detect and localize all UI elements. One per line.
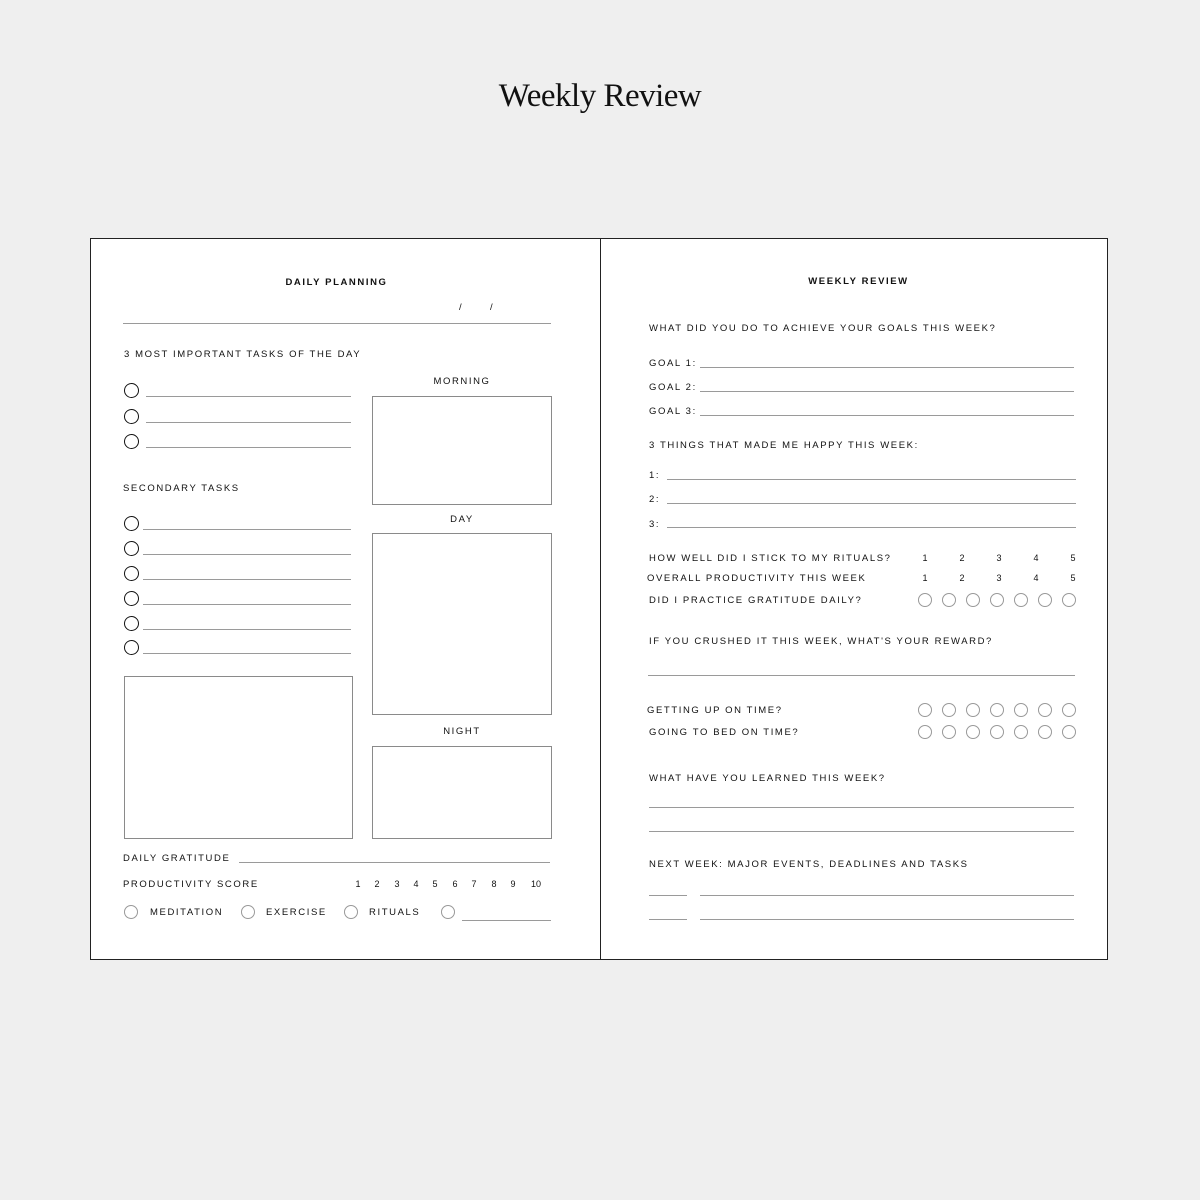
getting-up-day-3-checkbox[interactable] [966, 703, 980, 717]
rituals-rating-1[interactable]: 1 [922, 553, 928, 563]
next-week-label: NEXT WEEK: MAJOR EVENTS, DEADLINES AND TASKS [649, 859, 969, 870]
going-to-bed-day-6-checkbox[interactable] [1038, 725, 1052, 739]
secondary-task-line-6[interactable] [143, 653, 351, 654]
morning-label: MORNING [433, 376, 491, 387]
planner-spread [90, 238, 1108, 960]
daily-gratitude-line[interactable] [239, 862, 550, 863]
going-to-bed-label: GOING TO BED ON TIME? [649, 727, 800, 738]
happy-question: 3 THINGS THAT MADE ME HAPPY THIS WEEK: [649, 440, 919, 451]
going-to-bed-day-1-checkbox[interactable] [918, 725, 932, 739]
goal-1-line[interactable] [700, 367, 1074, 368]
important-task-line-3[interactable] [146, 447, 351, 448]
productivity-question: OVERALL PRODUCTIVITY THIS WEEK [647, 573, 867, 584]
goal-3-line[interactable] [700, 415, 1074, 416]
gratitude-day-5-checkbox[interactable] [1014, 593, 1028, 607]
productivity-score-6[interactable]: 6 [452, 879, 458, 889]
productivity-score-5[interactable]: 5 [432, 879, 438, 889]
gratitude-day-3-checkbox[interactable] [966, 593, 980, 607]
productivity-score-1[interactable]: 1 [355, 879, 361, 889]
going-to-bed-day-2-checkbox[interactable] [942, 725, 956, 739]
happy-item-2-line[interactable] [667, 503, 1076, 504]
goal-2-label: GOAL 2: [649, 382, 697, 393]
secondary-task-line-1[interactable] [143, 529, 351, 530]
happy-item-2-label: 2: [649, 494, 661, 505]
productivity-score-3[interactable]: 3 [394, 879, 400, 889]
productivity-rating-3[interactable]: 3 [996, 573, 1002, 583]
habit-checkbox-rituals[interactable] [344, 905, 358, 919]
gratitude-question: DID I PRACTICE GRATITUDE DAILY? [649, 595, 863, 606]
important-task-line-1[interactable] [146, 396, 351, 397]
learned-question: WHAT HAVE YOU LEARNED THIS WEEK? [649, 773, 886, 784]
rituals-rating-2[interactable]: 2 [959, 553, 965, 563]
date-separator-1: / [459, 302, 462, 313]
important-task-checkbox-2[interactable] [124, 409, 139, 424]
happy-item-3-line[interactable] [667, 527, 1076, 528]
day-label: DAY [450, 514, 474, 525]
page-title: Weekly Review [498, 78, 702, 114]
habit-label-meditation: MEDITATION [150, 907, 224, 918]
morning-box[interactable] [372, 396, 552, 505]
happy-item-1-label: 1: [649, 470, 661, 481]
productivity-score-10[interactable]: 10 [530, 879, 541, 889]
daily-planning-page [91, 239, 600, 959]
goal-2-line[interactable] [700, 391, 1074, 392]
next-week-date-line-1[interactable] [649, 895, 687, 896]
next-week-task-line-1[interactable] [700, 895, 1074, 896]
going-to-bed-day-5-checkbox[interactable] [1014, 725, 1028, 739]
gratitude-day-2-checkbox[interactable] [942, 593, 956, 607]
daily-gratitude-label: DAILY GRATITUDE [123, 853, 231, 864]
next-week-task-line-2[interactable] [700, 919, 1074, 920]
happy-item-3-label: 3: [649, 519, 661, 530]
productivity-rating-2[interactable]: 2 [959, 573, 965, 583]
important-tasks-label: 3 MOST IMPORTANT TASKS OF THE DAY [124, 349, 362, 360]
daily-planning-title: DAILY PLANNING [285, 277, 388, 288]
gratitude-day-7-checkbox[interactable] [1062, 593, 1076, 607]
productivity-score-7[interactable]: 7 [471, 879, 477, 889]
secondary-task-line-4[interactable] [143, 604, 351, 605]
important-task-checkbox-1[interactable] [124, 383, 139, 398]
productivity-rating-5[interactable]: 5 [1070, 573, 1076, 583]
secondary-task-checkbox-1[interactable] [124, 516, 139, 531]
productivity-score-2[interactable]: 2 [374, 879, 380, 889]
goals-question: WHAT DID YOU DO TO ACHIEVE YOUR GOALS THIS WEEK? [649, 323, 997, 334]
getting-up-day-1-checkbox[interactable] [918, 703, 932, 717]
gratitude-day-6-checkbox[interactable] [1038, 593, 1052, 607]
going-to-bed-day-4-checkbox[interactable] [990, 725, 1004, 739]
notes-box[interactable] [124, 676, 353, 839]
getting-up-day-7-checkbox[interactable] [1062, 703, 1076, 717]
secondary-task-checkbox-3[interactable] [124, 566, 139, 581]
getting-up-label: GETTING UP ON TIME? [647, 705, 783, 716]
goal-1-label: GOAL 1: [649, 358, 697, 369]
productivity-rating-1[interactable]: 1 [922, 573, 928, 583]
going-to-bed-day-3-checkbox[interactable] [966, 725, 980, 739]
gratitude-day-1-checkbox[interactable] [918, 593, 932, 607]
habit-label-rituals: RITUALS [369, 907, 421, 918]
habit-label-exercise: EXERCISE [266, 907, 327, 918]
habit-checkbox-meditation[interactable] [124, 905, 138, 919]
next-week-date-line-2[interactable] [649, 919, 687, 920]
secondary-task-checkbox-6[interactable] [124, 640, 139, 655]
productivity-score-label: PRODUCTIVITY SCORE [123, 879, 259, 890]
habit-checkbox-custom[interactable] [441, 905, 455, 919]
going-to-bed-day-7-checkbox[interactable] [1062, 725, 1076, 739]
habit-custom-line[interactable] [462, 920, 551, 921]
secondary-tasks-label: SECONDARY TASKS [123, 483, 240, 494]
date-separator-2: / [490, 302, 493, 313]
weekly-review-page [601, 239, 1108, 959]
rituals-rating-5[interactable]: 5 [1070, 553, 1076, 563]
secondary-task-checkbox-2[interactable] [124, 541, 139, 556]
important-task-line-2[interactable] [146, 422, 351, 423]
date-line[interactable] [123, 323, 551, 324]
gratitude-day-4-checkbox[interactable] [990, 593, 1004, 607]
important-task-checkbox-3[interactable] [124, 434, 139, 449]
reward-line[interactable] [648, 675, 1075, 676]
secondary-task-line-5[interactable] [143, 629, 351, 630]
learned-line-2[interactable] [649, 831, 1074, 832]
secondary-task-line-2[interactable] [143, 554, 351, 555]
getting-up-day-6-checkbox[interactable] [1038, 703, 1052, 717]
rituals-question: HOW WELL DID I STICK TO MY RITUALS? [649, 553, 892, 564]
getting-up-day-2-checkbox[interactable] [942, 703, 956, 717]
getting-up-day-5-checkbox[interactable] [1014, 703, 1028, 717]
goal-3-label: GOAL 3: [649, 406, 697, 417]
night-box[interactable] [372, 746, 552, 839]
rituals-rating-4[interactable]: 4 [1033, 553, 1039, 563]
reward-question: IF YOU CRUSHED IT THIS WEEK, WHAT'S YOUR REWARD? [649, 636, 993, 647]
learned-line-1[interactable] [649, 807, 1074, 808]
secondary-task-line-3[interactable] [143, 579, 351, 580]
habit-checkbox-exercise[interactable] [241, 905, 255, 919]
night-label: NIGHT [443, 726, 481, 737]
weekly-review-title: WEEKLY REVIEW [808, 276, 909, 287]
productivity-rating-4[interactable]: 4 [1033, 573, 1039, 583]
happy-item-1-line[interactable] [667, 479, 1076, 480]
productivity-score-8[interactable]: 8 [491, 879, 497, 889]
getting-up-day-4-checkbox[interactable] [990, 703, 1004, 717]
rituals-rating-3[interactable]: 3 [996, 553, 1002, 563]
productivity-score-4[interactable]: 4 [413, 879, 419, 889]
secondary-task-checkbox-4[interactable] [124, 591, 139, 606]
secondary-task-checkbox-5[interactable] [124, 616, 139, 631]
day-box[interactable] [372, 533, 552, 715]
productivity-score-9[interactable]: 9 [510, 879, 516, 889]
